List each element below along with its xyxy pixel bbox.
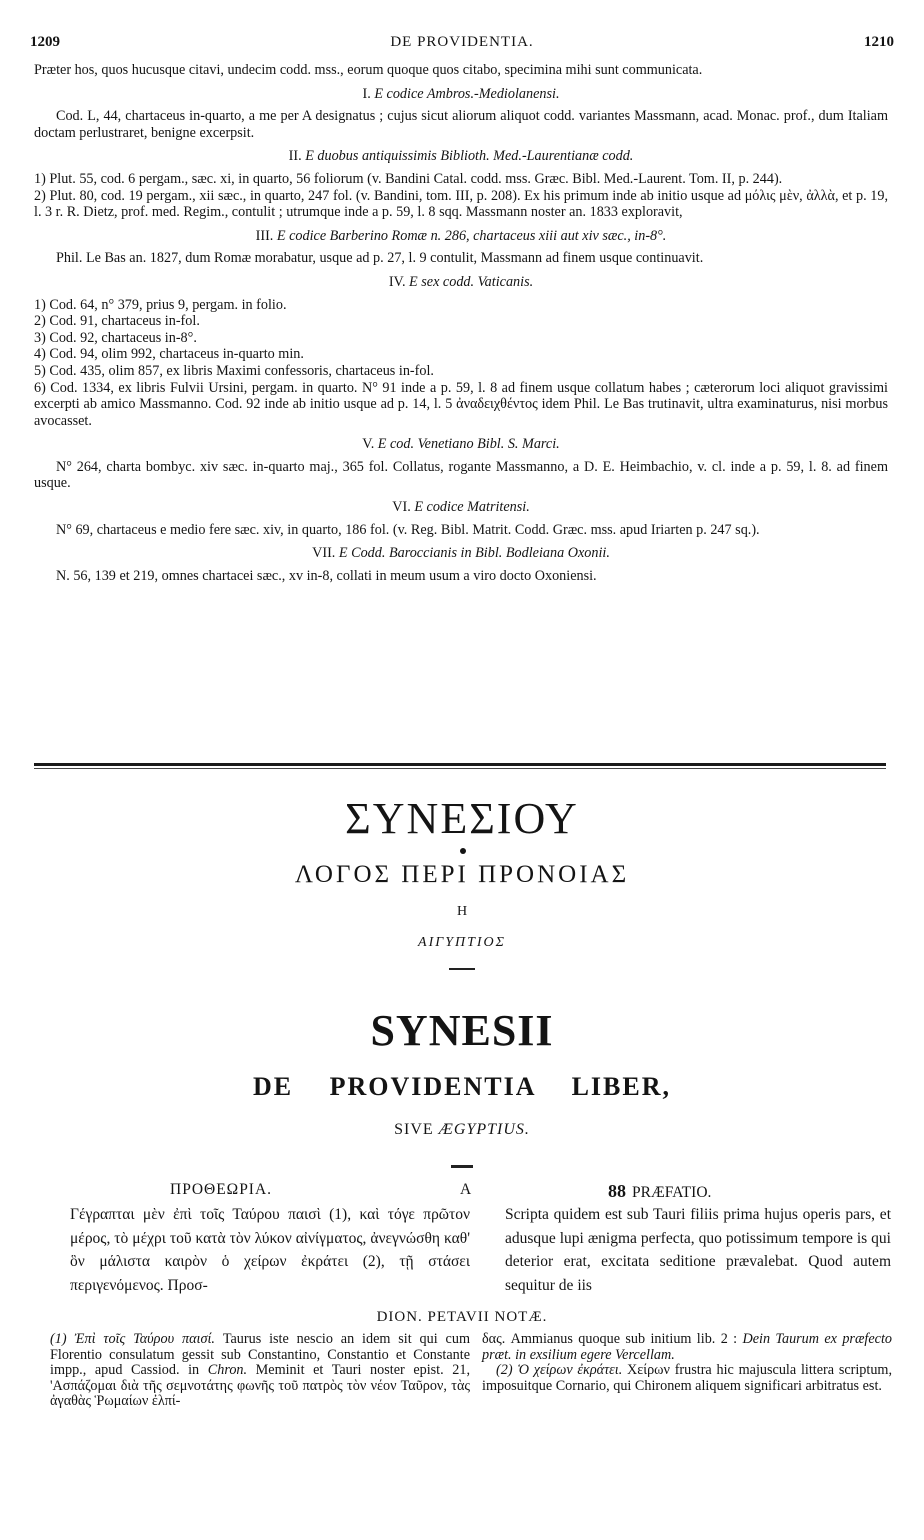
section-divider-thin: [34, 768, 886, 769]
list-item: 1) Cod. 64, n° 379, prius 9, pergam. in folio.: [34, 296, 287, 313]
greek-column-heading: ΠΡΟΘΕΩΡΙΑ.: [170, 1181, 273, 1198]
notes-heading: DION. PETAVII NOTÆ.: [376, 1309, 548, 1325]
list-item: 2) Cod. 91, chartaceus in-fol.: [34, 313, 200, 330]
title-dash-2: [451, 1165, 473, 1168]
list-item: 1) Plut. 55, cod. 6 pergam., sæc. xi, in quarto, 56 foliorum (v. Bandini Catal. codd. mss. Græc. Bibl. Med.-Laurent. Tom. II, p. 244).: [34, 170, 783, 187]
section-marker: A: [460, 1181, 472, 1198]
column-number-left: 1209: [30, 34, 60, 50]
section-heading-iv: IV. E sex codd. Vaticanis.: [388, 273, 534, 290]
section-heading-iii: III. E codice Barberino Romæ n. 286, chartaceus xiii aut xiv sæc., in-8°.: [255, 227, 667, 244]
greek-conjunction: Η: [456, 904, 468, 919]
margin-number: 88: [608, 1181, 626, 1201]
note-continuation: δας. Ammianus quoque sub initium lib. 2 : Dein Taurum ex præfecto præt. in exsilium egere Vercellam.: [482, 1331, 892, 1363]
running-header: [30, 34, 894, 58]
prefatory-text: Præter hos, quos hucusque citavi, undecim codd. mss., eorum quoque quos citabo, specimina mihi sunt communicata.: [34, 62, 703, 78]
section-list-ii: [34, 171, 888, 221]
section-text-iii: Phil. Le Bas an. 1827, dum Romæ morabatur, usque ad p. 27, l. 9 contulit, Massmann ad finem usque continuavit.: [56, 250, 704, 267]
ornament-dot: [460, 848, 466, 854]
column-number-right: 1210: [864, 34, 894, 50]
notes-column-right: [482, 1332, 892, 1394]
greek-text-column: Γέγραπται μὲν ἐπὶ τοῖς Ταύρου παισὶ (1), καὶ τόγε πρῶτον μέρος, τὸ μέχρι τοῦ κατὰ τὸν λύκον αἰνίγματος, ἀνεγνώσθη καθ' ὃν μάλιστα καιρὸν ὁ χείρων ἐκράτει (2), τῇ στάσει περιγενόμενος. Προσ-: [70, 1206, 470, 1294]
section-heading-vii: VII. E Codd. Baroccianis in Bibl. Bodleiana Oxonii.: [312, 545, 610, 562]
notes-column-left: (1) Ἐπὶ τοῖς Ταύρου παισί. Taurus iste nescio an idem sit qui cum Florentio consulatum gessit sub Constantino, Constantio et Constante impp., apud Cassiod. in Chron. Meminit et Tauri noster epist. 21, 'Ασπάζομαι διὰ τῆς σεμνοτάτης φωνῆς τοῦ πατρὸς τὸν νέον Ταῦρον, τὰς ἀγαθὰς Ῥωμαίων ἐλπί-: [50, 1331, 470, 1410]
section-heading-vi: VI. E codice Matritensi.: [392, 499, 530, 516]
latin-column-heading: 88 PRÆFATIO.: [608, 1181, 712, 1201]
note-2: (2) Ὁ χείρων ἐκράτει. Χείρων frustra hic majuscula littera scriptum, imposuitque Cornario, qui Chironem aliquem significari arbitratus est.: [482, 1362, 893, 1394]
greek-work-title: ΛΟΓΟΣ ΠΕΡΙ ΠΡΟΝΟΙΑΣ: [294, 861, 630, 888]
section-text-i: Cod. L, 44, chartaceus in-quarto, a me per A designatus ; cujus sicut aliorum aliquot codd. variantes Massmann, acad. Monac. prof., dum Italiam doctam perlustraret, benigne excerpsit.: [34, 108, 888, 141]
section-text-vii: N. 56, 139 et 219, omnes chartacei sæc., xv in-8, collati in meum usum a viro docto Oxoniensi.: [56, 567, 597, 584]
list-item: 6) Cod. 1334, ex libris Fulvii Ursini, pergam. in quarto. N° 91 inde a p. 59, l. 8 ad finem usque collatum habes ; cæterorum loci aliquot gravissimi excerpti ab amico Massmanno. Cod. 92 inde ab initio usque ad p. 14, l. 5 ἀναδειχθέντος idem Phil. Le Bas trutinavit, ultra examinaturus, nisi morbus avocasset.: [34, 379, 888, 429]
greek-alt-title: ΑΙΓΥΠΤΙΟΣ: [418, 935, 506, 950]
section-heading-i: I. E codice Ambros.-Mediolanensi.: [362, 85, 560, 102]
section-heading-v: V. E cod. Venetiano Bibl. S. Marci.: [362, 436, 560, 453]
latin-text-column: Scripta quidem est sub Tauri filiis prima hujus operis pars, et adusque lupi ænigma perfecta, quo potissimum tempore is qui deterior erat, excitata seditione prævalebat. Quod autem sequitur de iis: [505, 1206, 891, 1294]
manuscripts-intro: [34, 62, 888, 586]
latin-alt-title: SIVE ÆGYPTIUS.: [394, 1121, 530, 1138]
section-divider: [34, 763, 886, 766]
latin-author-title: SYNESII: [370, 1006, 554, 1055]
list-item: 3) Cod. 92, chartaceus in-8°.: [34, 329, 197, 346]
section-text-v: N° 264, charta bombyc. xiv sæc. in-quarto maj., 365 fol. Collatus, rogante Massmanno, a D. E. Heimbachio, v. cl. inde a p. 59, l. 8. ad finem usque.: [34, 458, 888, 492]
latin-work-title: DE PROVIDENTIA LIBER,: [252, 1072, 671, 1101]
list-item: 2) Plut. 80, cod. 19 pergam., xii sæc., in quarto, 247 fol. (v. Bandini, tom. III, p. 208). Ex his primum inde ab initio usque ad μόλις μὲν, ἀλλὰ, et p. 19, l. 3 r. R. Dietz, prof. med. Regim., contulit ; utrumque inde a p. 59, l. 8 sqq. Massmann noster an. 1833 exploravit,: [34, 187, 888, 221]
list-item: 5) Cod. 435, olim 857, ex libris Maximi confessoris, chartaceus in-fol.: [34, 362, 434, 379]
note-lemma-1: (1) Ἐπὶ τοῖς Ταύρου παισί.: [50, 1331, 215, 1347]
note-lemma-2: (2) Ὁ χείρων ἐκράτει.: [496, 1362, 623, 1379]
list-item: 4) Cod. 94, olim 992, chartaceus in-quarto min.: [34, 346, 304, 363]
running-title: DE PROVIDENTIA.: [390, 34, 534, 50]
section-text-vi: N° 69, chartaceus e medio fere sæc. xiv, in quarto, 186 fol. (v. Reg. Bibl. Matrit. Codd. Græc. mss. apud Iriarten p. 247 sq.).: [56, 521, 760, 538]
title-dash: [449, 968, 475, 970]
section-list-iv: [34, 297, 888, 430]
section-heading-ii: II. E duobus antiquissimis Biblioth. Med.-Laurentianæ codd.: [288, 148, 634, 165]
greek-author-title: ΣΥΝΕΣΙΟΥ: [345, 794, 579, 843]
